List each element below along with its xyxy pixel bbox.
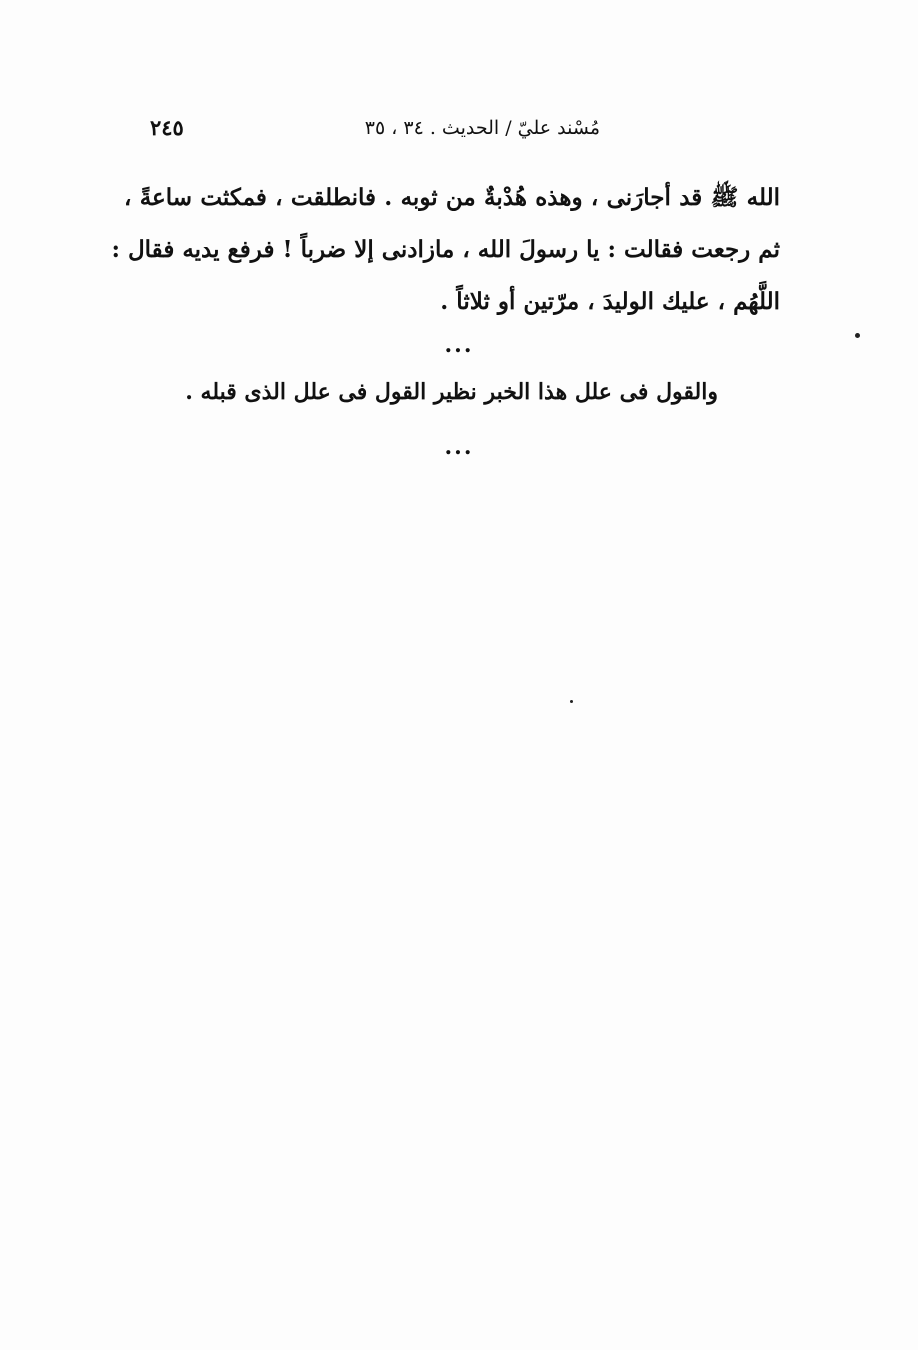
text-line-1: الله ﷺ قد أجارَنى ، وهذه هُدْبةٌ من ثوبه . فانطلقت ، فمكثت ساعةً ،	[124, 184, 780, 211]
print-speck	[855, 333, 860, 338]
hadith-text	[111, 172, 780, 328]
page-number: ٢٤٥	[150, 115, 184, 140]
page-header	[150, 112, 600, 144]
running-head: مُسْند عليّ / الحديث . ٣٤ ، ٣٥	[364, 117, 600, 139]
text-line-2: ثم رجعت فقالت : يا رسولَ الله ، مازادنى إلا ضرباً ! فرفع يديه فقال :	[111, 236, 780, 263]
section-separator-2: ...	[444, 434, 474, 460]
commentary-note: والقول فى علل هذا الخبر نظير القول فى علل الذى قبله .	[185, 379, 718, 405]
text-line-3: اللَّهُم ، عليك الوليدَ ، مرّتين أو ثلاثاً .	[440, 288, 780, 315]
print-speck	[570, 700, 573, 703]
section-separator-1: ...	[444, 332, 474, 358]
